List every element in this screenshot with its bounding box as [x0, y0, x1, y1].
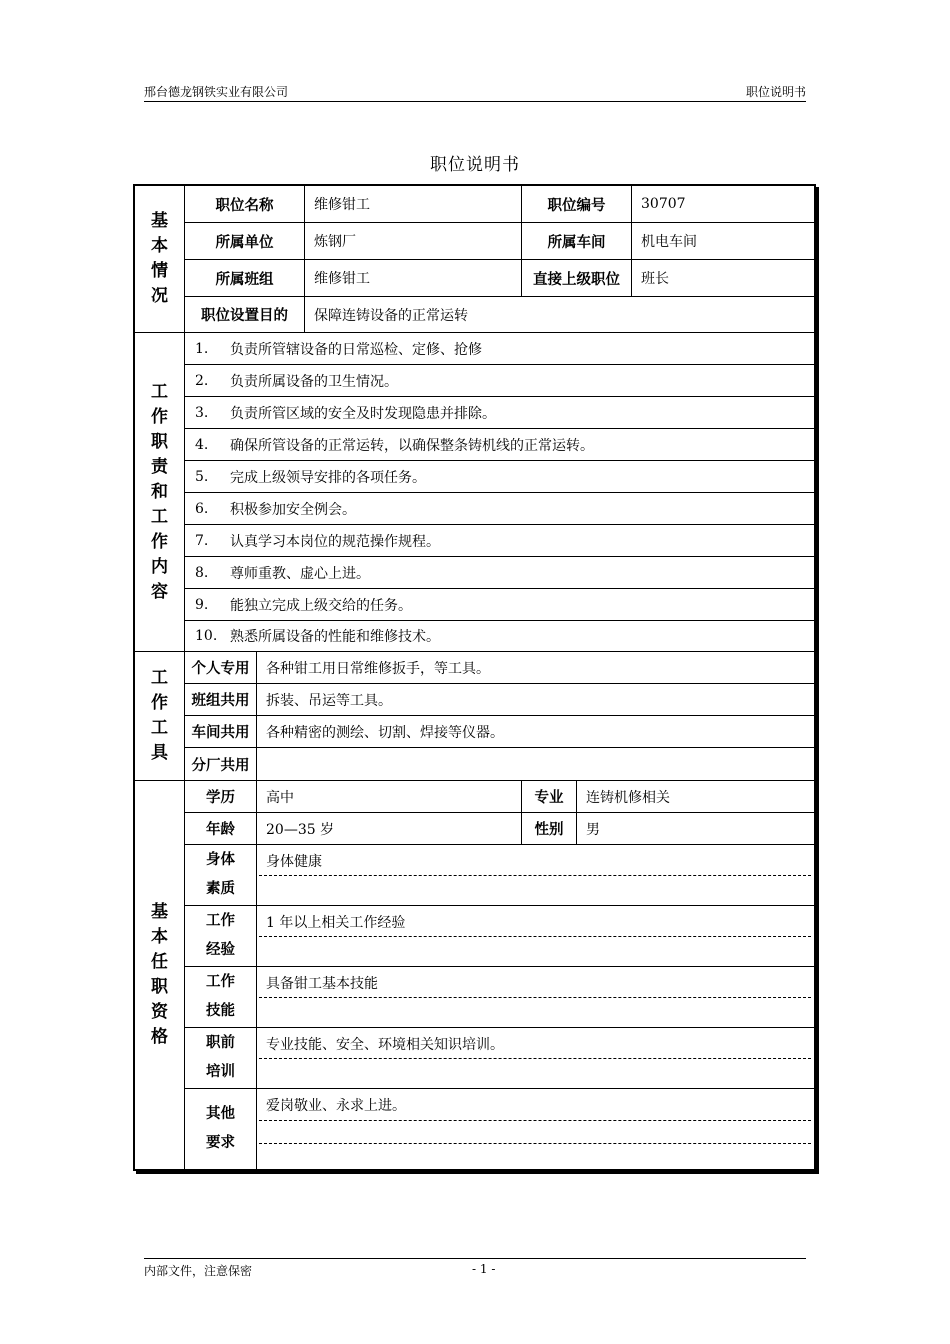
skills-label: 工作 技能 [185, 967, 257, 1028]
unit-value: 炼钢厂 [305, 223, 522, 260]
experience-value: 1 年以上相关工作经验 [266, 915, 406, 931]
experience-value-cell [257, 906, 816, 967]
section-tools: 工 作 工 具 [135, 652, 185, 781]
gender-value: 男 [577, 813, 816, 845]
confidential-note: 内部文件，注意保密 [144, 1264, 253, 1278]
major-value: 连铸机修相关 [577, 781, 816, 813]
tool-label: 分厂共用 [185, 748, 257, 781]
section-basic-info: 基 本 情 况 [135, 186, 185, 333]
duty-item: 3. 负责所管区域的安全及时发现隐患并排除。 [185, 397, 816, 429]
dashed-line [259, 1058, 811, 1059]
other-value: 爱岗敬业、永求上进。 [266, 1098, 406, 1114]
physical-label: 身体 素质 [185, 845, 257, 906]
duty-item: 4. 确保所管设备的正常运转，以确保整条铸机线的正常运转。 [185, 429, 816, 461]
job-description-table [133, 184, 816, 1171]
education-value: 高中 [257, 781, 522, 813]
company-name: 邢台德龙钢铁实业有限公司 [144, 85, 289, 99]
tool-label: 班组共用 [185, 684, 257, 716]
workshop-label: 所属车间 [522, 223, 632, 260]
dashed-line [259, 1143, 811, 1144]
tool-value: 各种钳工用日常维修扳手，等工具。 [257, 652, 816, 684]
tool-label: 个人专用 [185, 652, 257, 684]
team-value: 维修钳工 [305, 260, 522, 297]
tool-value [257, 748, 816, 781]
training-label: 职前 培训 [185, 1028, 257, 1089]
duty-item: 10. 熟悉所属设备的性能和维修技术。 [185, 621, 816, 652]
major-label: 专业 [522, 781, 577, 813]
physical-value-cell [257, 845, 816, 906]
tool-label: 车间共用 [185, 716, 257, 748]
other-label: 其他 要求 [185, 1089, 257, 1169]
training-value: 专业技能、安全、环境相关知识培训。 [266, 1037, 504, 1053]
workshop-value: 机电车间 [632, 223, 816, 260]
document-type: 职位说明书 [745, 85, 806, 99]
age-value: 20—35 岁 [257, 813, 522, 845]
page-number: - 1 - [472, 1262, 496, 1276]
duty-item: 8. 尊师重教、虚心上进。 [185, 557, 816, 589]
superior-value: 班长 [632, 260, 816, 297]
gender-label: 性别 [522, 813, 577, 845]
page-title: 职位说明书 [430, 155, 520, 175]
dashed-line [259, 875, 811, 876]
section-qualifications: 基 本 任 职 资 格 [135, 781, 185, 1169]
tool-value: 各种精密的测绘、切割、焊接等仪器。 [257, 716, 816, 748]
position-code-label: 职位编号 [522, 186, 632, 223]
position-code-value: 30707 [632, 186, 816, 223]
team-label: 所属班组 [185, 260, 305, 297]
duty-item: 2. 负责所属设备的卫生情况。 [185, 365, 816, 397]
tool-value: 拆装、吊运等工具。 [257, 684, 816, 716]
duty-item: 5. 完成上级领导安排的各项任务。 [185, 461, 816, 493]
page-footer [144, 1258, 806, 1282]
training-value-cell [257, 1028, 816, 1089]
section-duties: 工 作 职 责 和 工 作 内 容 [135, 333, 185, 652]
purpose-value: 保障连铸设备的正常运转 [305, 297, 816, 333]
duty-item: 7. 认真学习本岗位的规范操作规程。 [185, 525, 816, 557]
dashed-line [259, 1120, 811, 1121]
physical-value: 身体健康 [266, 854, 322, 870]
duty-item: 9. 能独立完成上级交给的任务。 [185, 589, 816, 621]
purpose-label: 职位设置目的 [185, 297, 305, 333]
position-name-value: 维修钳工 [305, 186, 522, 223]
skills-value: 具备钳工基本技能 [266, 976, 378, 992]
duty-item: 6. 积极参加安全例会。 [185, 493, 816, 525]
duty-item: 1. 负责所管辖设备的日常巡检、定修、抢修 [185, 333, 816, 365]
superior-label: 直接上级职位 [522, 260, 632, 297]
other-value-cell [257, 1089, 816, 1169]
age-label: 年龄 [185, 813, 257, 845]
dashed-line [259, 936, 811, 937]
unit-label: 所属单位 [185, 223, 305, 260]
experience-label: 工作 经验 [185, 906, 257, 967]
dashed-line [259, 997, 811, 998]
skills-value-cell [257, 967, 816, 1028]
position-name-label: 职位名称 [185, 186, 305, 223]
page-header [144, 82, 806, 102]
education-label: 学历 [185, 781, 257, 813]
